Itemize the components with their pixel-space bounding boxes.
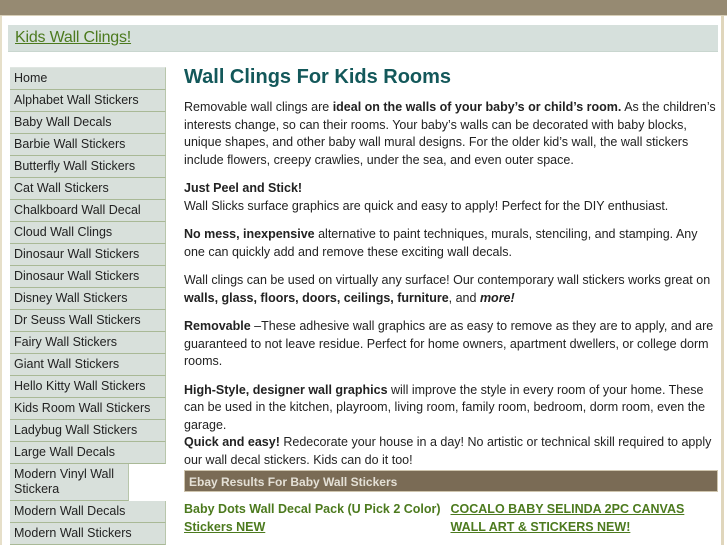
sidebar-item-kids-room-wall-stickers[interactable]: Kids Room Wall Stickers (10, 398, 166, 420)
sidebar-item-chalkboard-wall-decal[interactable]: Chalkboard Wall Decal (10, 200, 166, 222)
ebay-result-title: Stickers NEW (184, 519, 266, 534)
text: –These adhesive wall graphics are as easy to remove as they are to apply, and are guaranteed to not leave residue. Perfect for home owners, apartment dwellers, or college dorm rooms. (184, 319, 714, 368)
intro-paragraph (184, 99, 720, 169)
text: will improve the style in every room of your home. These can be used in the kitchen, playroom, living room, family room, bedroom, dorm room, even the garage. (184, 382, 706, 432)
text: , and (448, 290, 480, 305)
sidebar-item-cat-wall-stickers[interactable]: Cat Wall Stickers (10, 178, 166, 200)
sidebar-item-dr-seuss-wall-stickers[interactable]: Dr Seuss Wall Stickers (10, 310, 166, 332)
emphasis-text: Removable (184, 319, 251, 333)
text: Redecorate your house in a day! No artistic or technical skill required to apply our wall decal stickers. Kids can do it too! (184, 435, 712, 467)
sidebar-item-hello-kitty-wall-stickers[interactable]: Hello Kitty Wall Stickers (10, 376, 166, 398)
text: Wall Slicks surface graphics are quick and easy to apply! Perfect for the DIY enthusiast. (184, 198, 669, 213)
sidebar-item-baby-wall-decals[interactable]: Baby Wall Decals (10, 112, 166, 134)
ebay-results-list (184, 501, 720, 536)
removable-paragraph (184, 318, 720, 371)
ebay-result-link[interactable]: COCALO BABY SELINDA 2PC CANVAS WALL ART & STICKERS NEW! (450, 502, 685, 534)
quick-easy-paragraph (184, 434, 720, 469)
emphasis-text: more! (479, 290, 515, 305)
sidebar-item-fairy-wall-stickers[interactable]: Fairy Wall Stickers (10, 332, 166, 354)
sidebar-item-ladybug-wall-stickers[interactable]: Ladybug Wall Stickers (10, 420, 166, 442)
sidebar-item-modern-wall-decals[interactable]: Modern Wall Decals (10, 501, 166, 523)
site-title-link[interactable]: Kids Wall Clings! (15, 29, 132, 46)
sidebar-item-home[interactable]: Home (10, 67, 166, 90)
no-mess-paragraph (184, 226, 720, 261)
sidebar-item-alphabet-wall-stickers[interactable]: Alphabet Wall Stickers (10, 90, 166, 112)
sidebar-item-disney-wall-stickers[interactable]: Disney Wall Stickers (10, 288, 166, 310)
page-title: Wall Clings For Kids Rooms (184, 66, 452, 88)
emphasis-text: Quick and easy! (184, 435, 280, 449)
ebay-results-header: Ebay Results For Baby Wall Stickers (184, 470, 718, 492)
sidebar-item-dinosaur-wall-stickers-2[interactable]: Dinosaur Wall Stickers (10, 266, 166, 288)
sidebar-item-dinosaur-wall-stickers[interactable]: Dinosaur Wall Stickers (10, 244, 166, 266)
sidebar-item-large-wall-decals[interactable]: Large Wall Decals (10, 442, 166, 464)
emphasis-text: Just Peel and Stick! (184, 181, 303, 195)
emphasis-text: No mess, inexpensive (184, 227, 315, 241)
sidebar-item-cloud-wall-clings[interactable]: Cloud Wall Clings (10, 222, 166, 244)
site-header (8, 25, 718, 52)
ebay-result-title: Baby Dots Wall Decal Pack (U Pick 2 Color) (184, 502, 441, 516)
sidebar-nav (10, 67, 166, 545)
text: Wall clings can be used on virtually any surface! Our contemporary wall stickers works great on (184, 273, 711, 287)
top-bar (0, 0, 727, 16)
emphasis-text: ideal on the walls of your baby’s or child’s room. (332, 100, 622, 114)
sidebar-item-giant-wall-stickers[interactable]: Giant Wall Stickers (10, 354, 166, 376)
emphasis-text: walls, glass, floors, doors, ceilings, furniture (184, 290, 449, 305)
sidebar-item-modern-wall-stickers[interactable]: Modern Wall Stickers (10, 523, 166, 545)
text: Removable wall clings are (184, 100, 333, 114)
sidebar-item-butterfly-wall-stickers[interactable]: Butterfly Wall Stickers (10, 156, 166, 178)
sidebar-item-barbie-wall-stickers[interactable]: Barbie Wall Stickers (10, 134, 166, 156)
ebay-result-link[interactable] (184, 501, 451, 536)
main-content (184, 65, 720, 536)
sidebar-item-modern-vinyl-wall-stickera[interactable]: Modern Vinyl Wall Stickera (10, 464, 129, 501)
emphasis-text: High-Style, designer wall graphics (184, 382, 388, 397)
peel-stick-paragraph (184, 180, 720, 215)
page-container (0, 16, 724, 545)
text: alternative to paint techniques, murals, stenciling, and stamping. Any one can quickly add and remove these exciting wall decals. (184, 227, 698, 259)
text: As the children’s interests change, so can their rooms. Your baby’s walls can be decorated with baby blocks, unique shapes, and other baby wall mural designs. For the older kid’s wall, the wall stickers include flowers, creepy crawlies, under the sea, and even outer space. (184, 100, 716, 167)
surfaces-paragraph (184, 272, 720, 307)
high-style-paragraph (184, 382, 720, 435)
